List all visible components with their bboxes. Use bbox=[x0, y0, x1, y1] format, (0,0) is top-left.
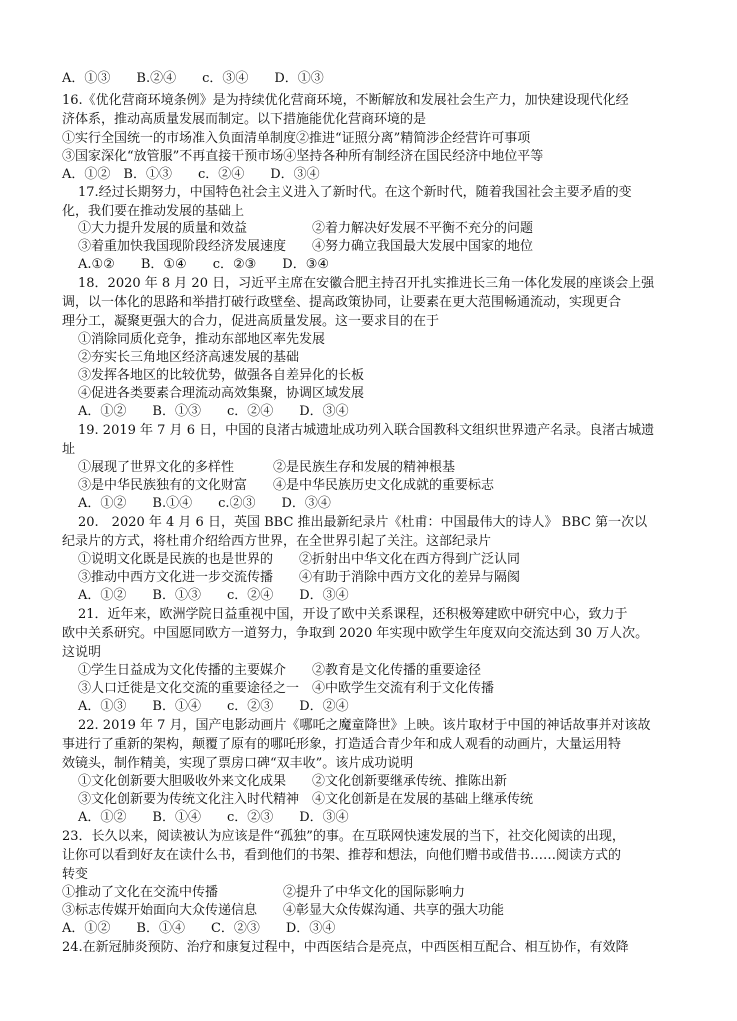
question-23-stem: 23．长久以来，阅读被认为应该是件“孤独”的事。在互联网快速发展的当下，社交化阅读的出现， bbox=[62, 829, 625, 844]
question-18-item-2: ②夯实长三角地区经济高速发展的基础 bbox=[78, 350, 300, 365]
question-23-stem-cont-1: 让你可以看到好友在读什么书，看到他们的书架、推荐和想法，向他们赠书或借书……阅读方式的 bbox=[62, 848, 622, 863]
question-17-stem-cont: 化，我们要在推动发展的基础上 bbox=[62, 204, 245, 219]
question-19-items-2: ③是中华民族独有的文化财富 ④是中华民族历史文化成就的重要标志 bbox=[78, 478, 495, 493]
question-22-stem: 22. 2019 年 7 月，国产电影动画片《哪吒之魔童降世》上映。该片取材于中国的神话故事并对该故 bbox=[78, 718, 651, 733]
question-18-stem: 18．2020 年 8 月 20 日，习近平主席在安徽合肥主持召开扎实推进长三角一体化发展的座谈会上强 bbox=[78, 276, 655, 291]
question-22-items-2: ③文化创新要为传统文化注入时代精神 ④文化创新是在发展的基础上继承传统 bbox=[78, 792, 534, 807]
question-23-stem-cont-2: 转变 bbox=[62, 867, 89, 882]
question-24-stem: 24.在新冠肺炎预防、治疗和康复过程中，中西医结合是亮点，中西医相互配合、相互协作，有效降 bbox=[62, 940, 629, 955]
question-22-items-1: ①文化创新要大胆吸收外来文化成果 ②文化创新要继承传统、推陈出新 bbox=[78, 774, 508, 789]
question-23-items-1: ①推动了文化在交流中传播 ②提升了中华文化的国际影响力 bbox=[62, 885, 466, 900]
question-18-stem-cont-1: 调，以一体化的思路和举措打破行政壁垒、提高政策协同，让要素在更大范围畅通流动，实现更合 bbox=[62, 295, 622, 310]
question-16-items-1: ①实行全国统一的市场准入负面清单制度②推进“证照分离”精简涉企经营许可事项 bbox=[62, 131, 531, 146]
answer-options-19: A．①② B.①④ c.②③ D．③④ bbox=[78, 496, 331, 511]
question-20-stem-cont: 纪录片的方式，将杜甫介绍给西方世界，在全世界引起了关注。这部纪录片 bbox=[62, 534, 492, 549]
question-18-stem-cont-2: 理分工，凝聚更强大的合力，促进高质量发展。这一要求目的在于 bbox=[62, 314, 440, 329]
question-20-items-2: ③推动中西方文化进一步交流传播 ④有助于消除中西方文化的差异与隔阂 bbox=[78, 570, 521, 585]
question-16-items-2: ③国家深化“放管服”不再直接干预市场④坚持各种所有制经济在国民经济中地位平等 bbox=[62, 149, 544, 164]
question-19-items-1: ①展现了世界文化的多样性 ②是民族生存和发展的精神根基 bbox=[78, 460, 456, 475]
question-21-items-2: ③人口迁徙是文化交流的重要途径之一 ④中欧学生交流有利于文化传播 bbox=[78, 681, 495, 696]
question-21-stem-cont-2: 这说明 bbox=[62, 645, 102, 660]
answer-options-18: A．①② B．①③ c．②④ D．③④ bbox=[78, 404, 349, 419]
answer-options-23: A．①② B．①④ C．②③ D．③④ bbox=[62, 921, 336, 936]
question-18-item-3: ③发挥各地区的比较优势，做强各自差异化的长板 bbox=[78, 368, 365, 383]
answer-options-17: A.①② B．①④ c．②③ D．③④ bbox=[78, 257, 330, 272]
question-19-stem-cont: 址 bbox=[62, 442, 76, 457]
answer-options-21: A．①③ B．①④ c．②③ D．②④ bbox=[78, 699, 349, 714]
answer-options-16: A．①② B．①③ c．②④ D．③④ bbox=[62, 167, 320, 182]
question-23-items-2: ③标志传媒开始面向大众传递信息 ④彰显大众传媒沟通、共享的强大功能 bbox=[62, 903, 505, 918]
question-17-stem: 17.经过长期努力，中国特色社会主义进入了新时代。在这个新时代，随着我国社会主要矛盾的变 bbox=[78, 185, 632, 200]
question-16-stem: 16.《优化营商环境条例》是为持续优化营商环境，不断解放和发展社会生产力，加快建设现代化经 bbox=[62, 93, 629, 108]
question-20-stem: 20. 2020 年 4 月 6 日，英国 BBC 推出最新纪录片《杜甫：中国最伟大的诗人》 BBC 第一次以 bbox=[78, 515, 648, 530]
question-22-stem-cont-1: 事进行了重新的架构，颠覆了原有的哪吒形象，打造适合青少年和成人观看的动画片，大量运用特 bbox=[62, 737, 622, 752]
question-20-items-1: ①说明文化既是民族的也是世界的 ②折射出中华文化在西方得到广泛认同 bbox=[78, 552, 521, 567]
question-17-items-1: ①大力提升发展的质量和效益 ②着力解决好发展不平衡不充分的问题 bbox=[78, 221, 534, 236]
question-16-stem-cont: 济体系，推动高质量发展而制定。以下措施能优化营商环境的是 bbox=[62, 112, 427, 127]
question-21-stem: 21．近年来，欧洲学院日益重视中国，开设了欧中关系课程，还积极筹建欧中研究中心，致力于 bbox=[78, 607, 628, 622]
question-17-items-2: ③着重加快我国现阶段经济发展速度 ④努力确立我国最大发展中国家的地位 bbox=[78, 239, 534, 254]
question-21-items-1: ①学生日益成为文化传播的主要媒介 ②教育是文化传播的重要途径 bbox=[78, 663, 482, 678]
answer-options-22: A．①② B．①④ c．②③ D．③④ bbox=[78, 810, 349, 825]
answer-options-20: A．①② B．①③ c．②④ D．③④ bbox=[78, 588, 349, 603]
question-19-stem: 19. 2019 年 7 月 6 日，中国的良渚古城遗址成功列入联合国教科文组织世界遗产名录。良渚古城遗 bbox=[78, 423, 655, 438]
question-18-item-4: ④促进各类要素合理流动高效集聚，协调区域发展 bbox=[78, 386, 365, 401]
question-21-stem-cont-1: 欧中关系研究。中国愿同欧方一道努力，争取到 2020 年实现中欧学生年度双向交流达到 30 万人次。 bbox=[62, 626, 649, 641]
answer-options-15: A．①③ B.②④ c．③④ D．①③ bbox=[62, 71, 324, 86]
question-18-item-1: ①消除同质化竞争，推动东部地区率先发展 bbox=[78, 332, 326, 347]
question-22-stem-cont-2: 效镜头，制作精美，实现了票房口碑“双丰收”。该片成功说明 bbox=[62, 756, 414, 771]
